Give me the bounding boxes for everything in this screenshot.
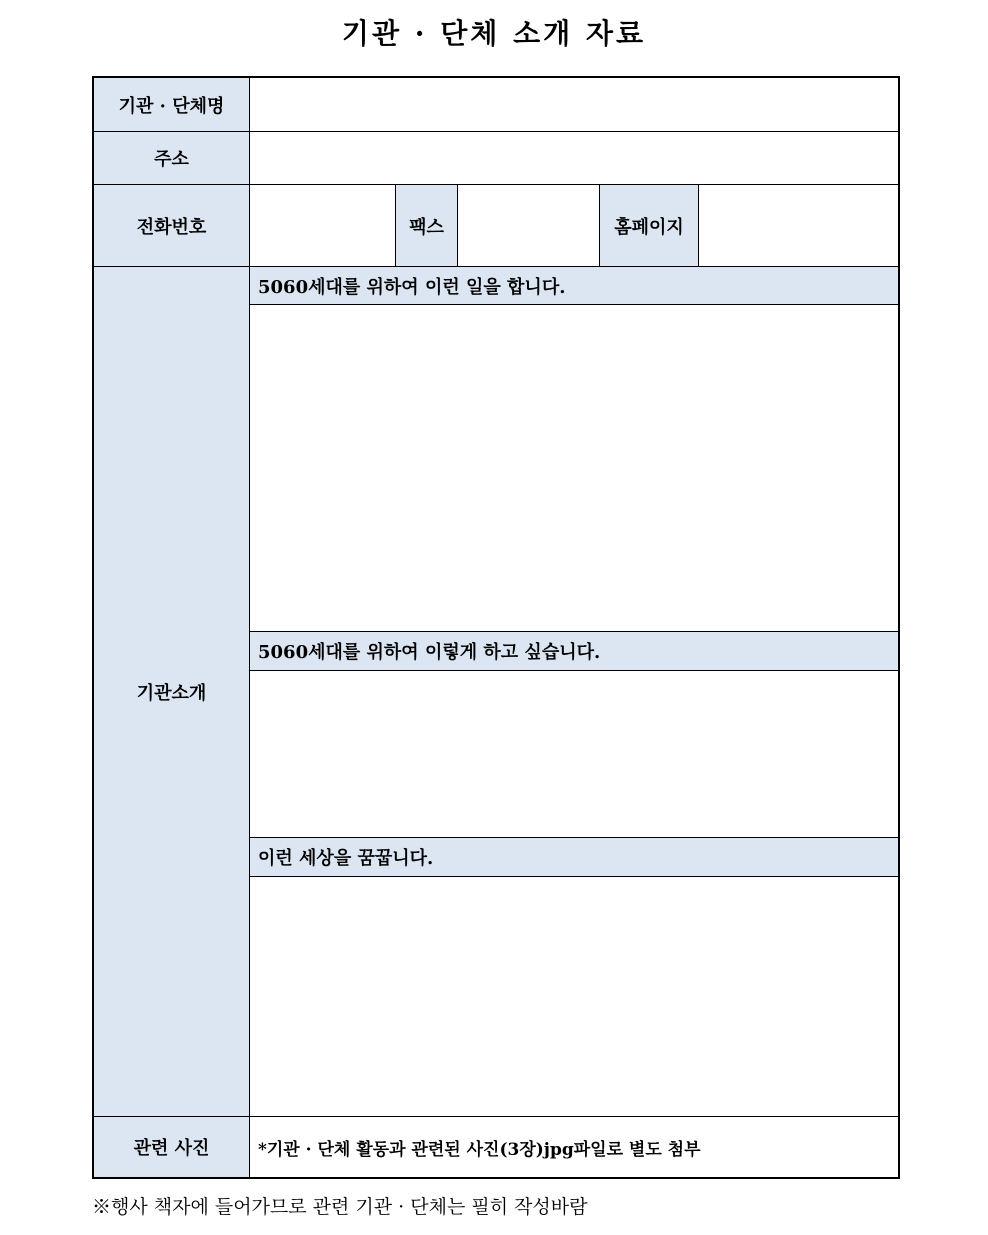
org-intro-form xyxy=(92,76,900,1179)
future-plan-field[interactable] xyxy=(250,671,898,838)
homepage-label: 홈페이지 xyxy=(600,185,699,267)
dream-world-heading: 이런 세상을 꿈꿉니다. xyxy=(250,838,898,877)
intro-label: 기관소개 xyxy=(94,267,250,1117)
photo-label: 관련 사진 xyxy=(94,1117,250,1177)
org-name-label: 기관 · 단체명 xyxy=(94,78,250,132)
org-name-field[interactable] xyxy=(250,78,898,132)
footnote: ※행사 책자에 들어가므로 관련 기관 · 단체는 필히 작성바람 xyxy=(92,1196,588,1218)
homepage-field[interactable] xyxy=(699,185,898,267)
current-work-heading: 5060세대를 위하여 이런 일을 합니다. xyxy=(250,267,898,305)
phone-field[interactable] xyxy=(250,185,396,267)
document-title: 기관 · 단체 소개 자료 xyxy=(341,17,647,50)
fax-label: 팩스 xyxy=(396,185,458,267)
photo-note: *기관 · 단체 활동과 관련된 사진(3장)jpg파일로 별도 첨부 xyxy=(250,1117,898,1177)
current-work-field[interactable] xyxy=(250,305,898,632)
address-field[interactable] xyxy=(250,132,898,185)
dream-world-field[interactable] xyxy=(250,877,898,1117)
phone-label: 전화번호 xyxy=(94,185,250,267)
address-label: 주소 xyxy=(94,132,250,185)
future-plan-heading: 5060세대를 위하여 이렇게 하고 싶습니다. xyxy=(250,632,898,671)
fax-field[interactable] xyxy=(458,185,600,267)
